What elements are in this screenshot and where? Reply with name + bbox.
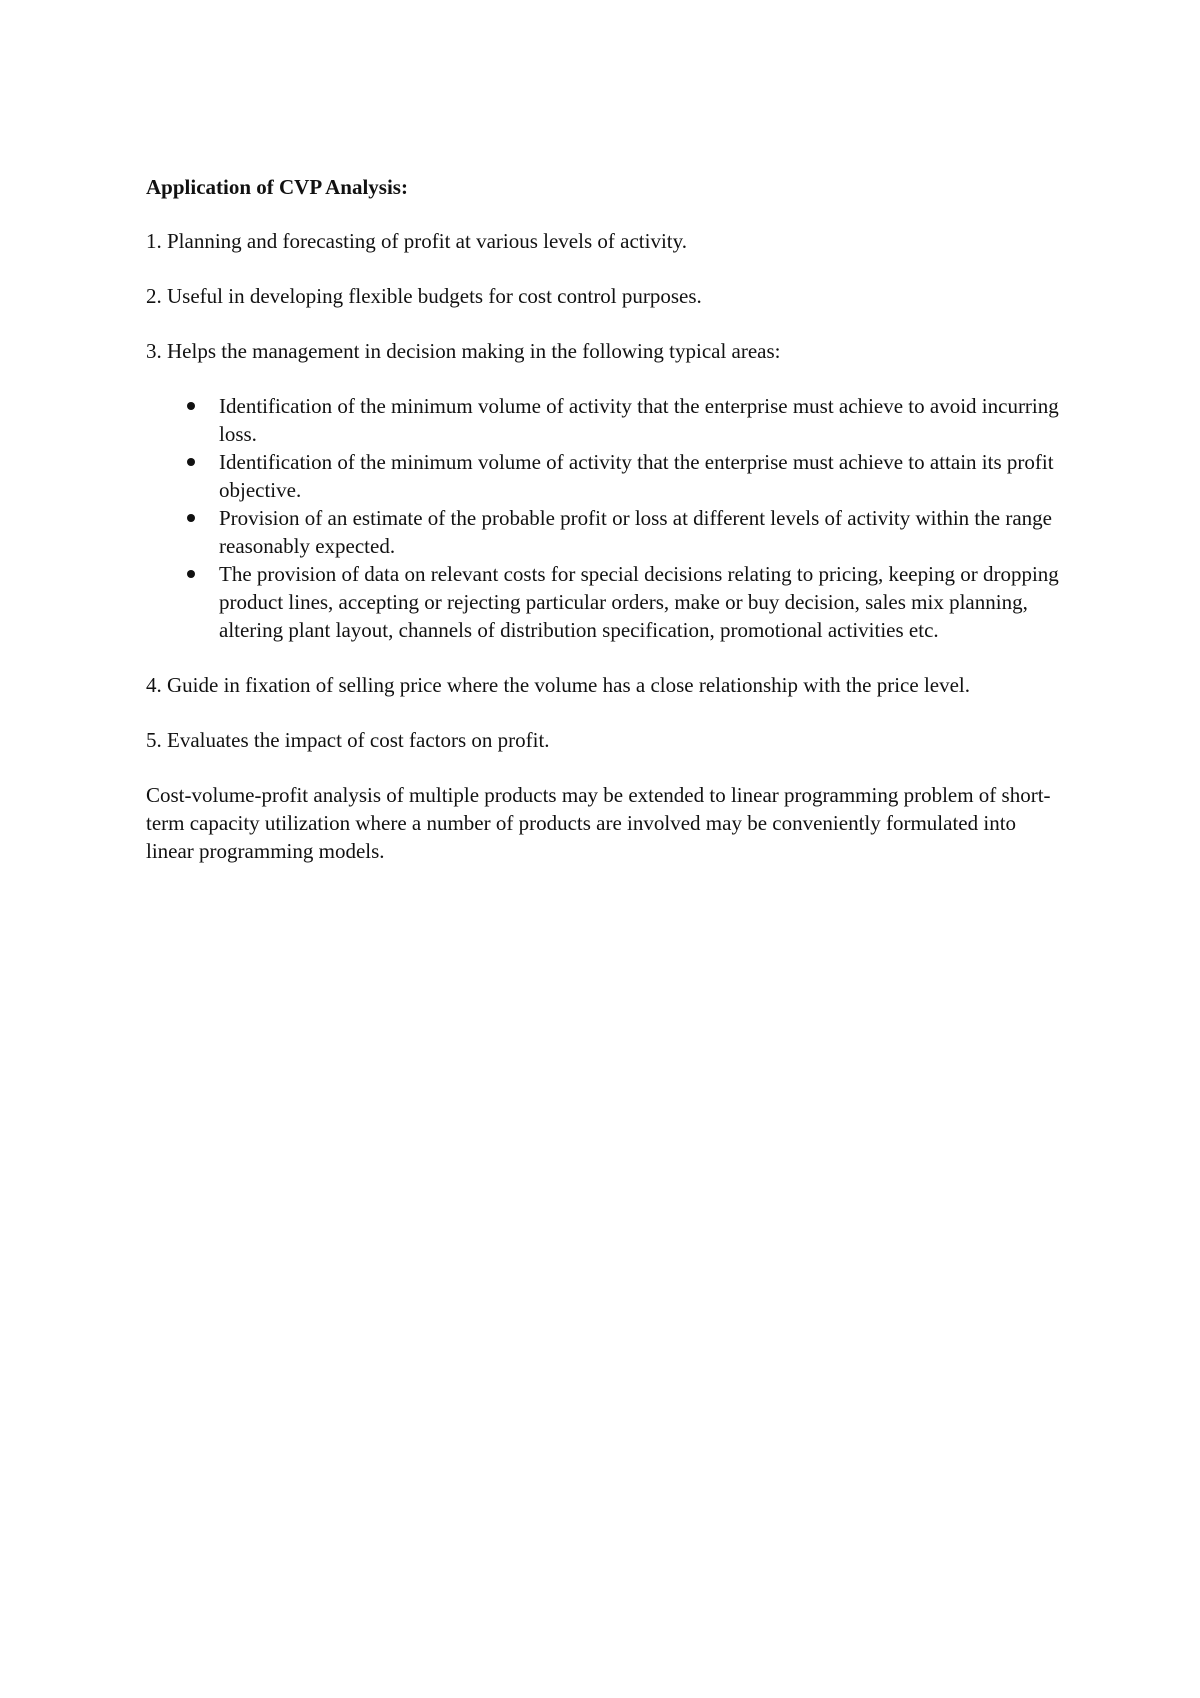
- point-4: 4. Guide in fixation of selling price where the volume has a close relationship with the price level.: [146, 673, 971, 697]
- list-item: [146, 448, 1066, 504]
- list-item: [146, 560, 1066, 644]
- bullet-icon: [187, 514, 195, 522]
- list-item-text: Identification of the minimum volume of activity that the enterprise must achieve to avoid incurring loss.: [219, 394, 1059, 446]
- point-5: 5. Evaluates the impact of cost factors on profit.: [146, 728, 550, 752]
- document-body: [146, 173, 1066, 892]
- point-2: 2. Useful in developing flexible budgets for cost control purposes.: [146, 284, 702, 308]
- bullet-icon: [187, 402, 195, 410]
- list-item-text: Identification of the minimum volume of activity that the enterprise must achieve to attain its profit objective.: [219, 450, 1054, 502]
- point-3: 3. Helps the management in decision making in the following typical areas:: [146, 339, 781, 363]
- decision-areas-list: [146, 392, 1066, 644]
- list-item-text: Provision of an estimate of the probable profit or loss at different levels of activity within the range reasonably expected.: [219, 506, 1052, 558]
- bullet-icon: [187, 458, 195, 466]
- closing-paragraph: Cost-volume-profit analysis of multiple products may be extended to linear programming problem of short-term capacity utilization where a number of products are involved may be conveniently formulated into linear programming models.: [146, 783, 1051, 863]
- list-item-text: The provision of data on relevant costs for special decisions relating to pricing, keeping or dropping product lines, accepting or rejecting particular orders, make or buy decision, sales mix planning, altering plant layout, channels of distribution specification, promotional activities etc.: [219, 562, 1059, 642]
- bullet-icon: [187, 570, 195, 578]
- point-1: 1. Planning and forecasting of profit at various levels of activity.: [146, 229, 687, 253]
- document-heading: Application of CVP Analysis:: [146, 175, 408, 199]
- list-item: [146, 392, 1066, 448]
- list-item: [146, 504, 1066, 560]
